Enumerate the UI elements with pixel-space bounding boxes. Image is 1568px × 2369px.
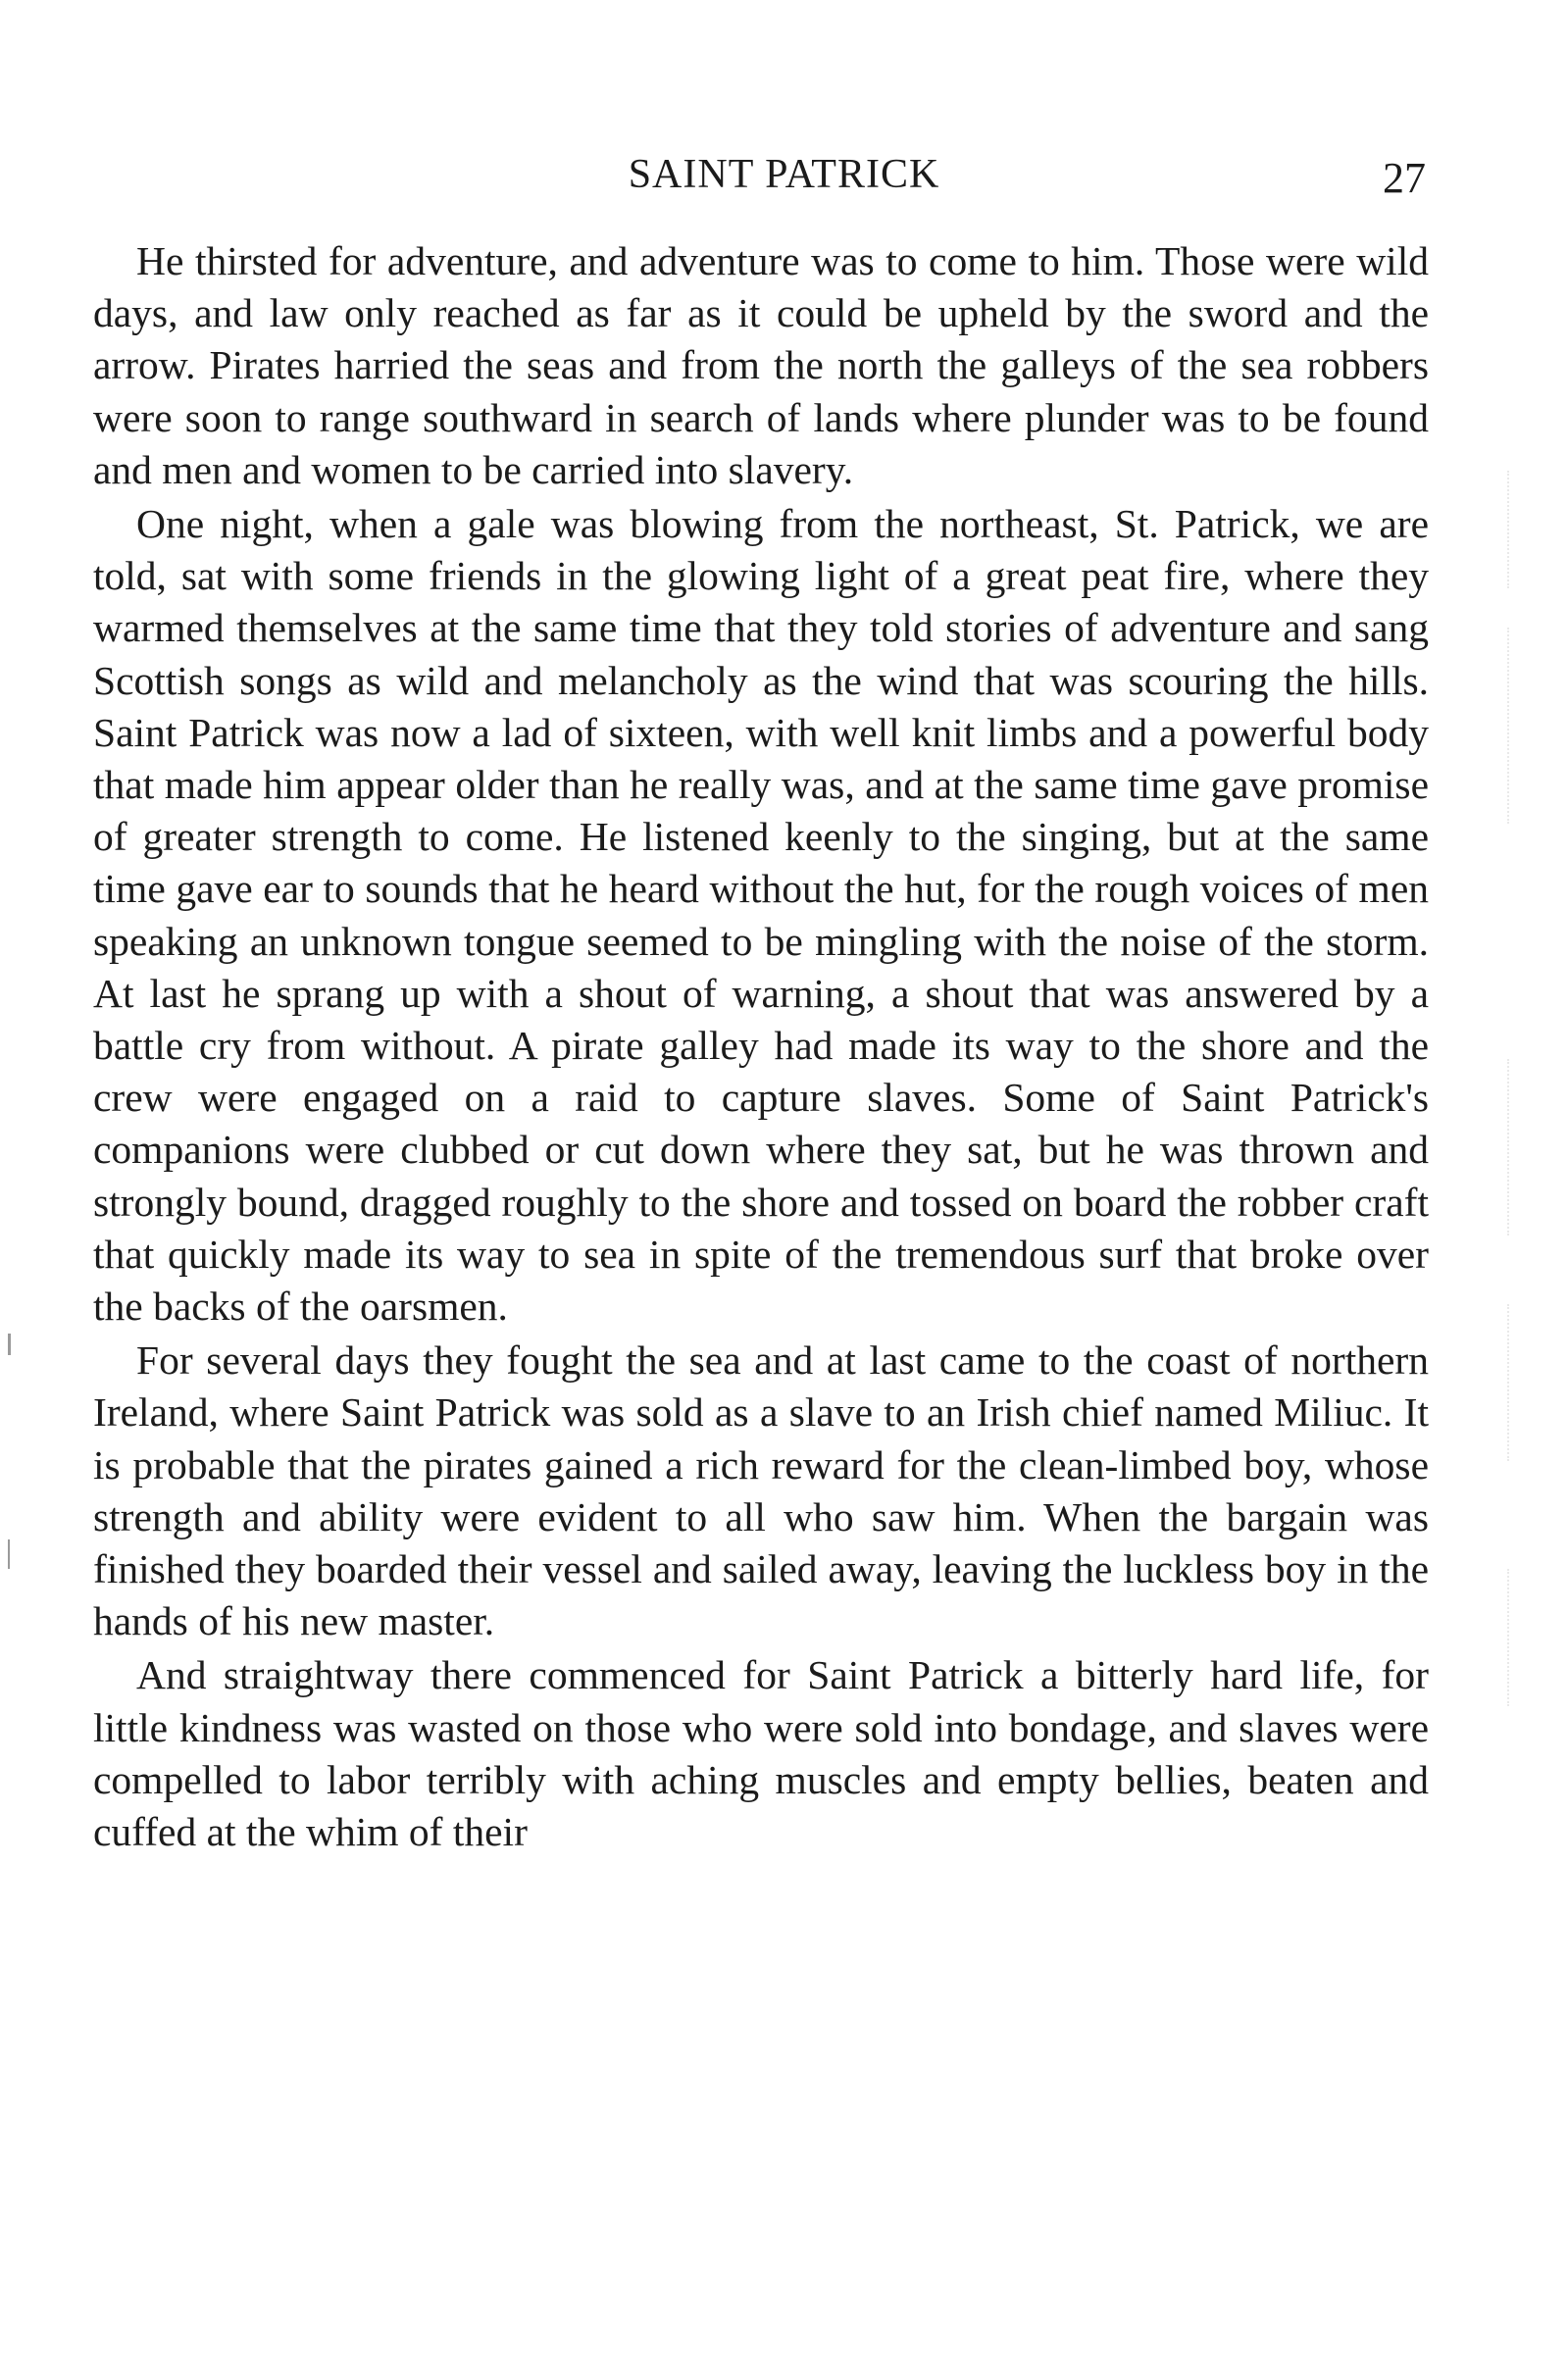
bleed-through-mark (1507, 628, 1548, 824)
bleed-through-mark (1507, 1569, 1548, 1706)
bleed-through-mark (1507, 1304, 1548, 1461)
paragraph-2: One night, when a gale was blowing from the northeast, St. Patrick, we are told, sat with some friends in the glowing light of a great peat fire, where they warmed themselves at the same time that they told stories of adventure and sang Scottish songs as wild and melancholy as the wind that was scouring the hills. Saint Patrick was now a lad of sixteen, with well knit limbs and a powerful body that made him appear older than he really was, and at the same time gave promise of greater strength to come. He listened keenly to the singing, but at the same time gave ear to sounds that he heard without the hut, for the rough voices of men speaking an unknown tongue seemed to be mingling with the noise of the storm. At last he sprang up with a shout of warning, a shout that was answered by a battle cry from without. A pirate galley had made its way to the shore and the crew were engaged on a raid to capture slaves. Some of Saint Patrick's companions were clubbed or cut down where they sat, but he was thrown and strongly bound, dragged roughly to the shore and tossed on board the robber craft that quickly made its way to sea in spite of the tremendous surf that broke over the backs of the oarsmen. (93, 501, 1429, 1330)
bleed-through-mark (1507, 471, 1548, 588)
paragraph-4: And straightway there commenced for Saint Patrick a bitterly hard life, for little kindness was wasted on those who were sold into bondage, and slaves were compelled to labor terribly with aching muscles and empty bellies, beaten and cuffed at the whim of their (93, 1652, 1429, 1855)
gutter-mark (8, 1539, 10, 1569)
gutter-mark (8, 1334, 11, 1355)
paragraph-1: He thirsted for adventure, and adventure was to come to him. Those were wild days, and law only reached as far as it could be upheld by the sword and the arrow. Pirates harried the seas and from the north the galleys of the sea robbers were soon to range southward in search of lands where plunder was to be found and men and women to be carried into slavery. (93, 238, 1429, 492)
running-title: SAINT PATRICK (628, 152, 940, 197)
body-text (93, 235, 1429, 1858)
bleed-through-mark (1507, 1059, 1548, 1235)
page-number: 27 (1383, 154, 1426, 202)
running-head (0, 145, 1568, 204)
paragraph-3: For several days they fought the sea and at last came to the coast of northern Ireland, where Saint Patrick was sold as a slave to an Irish chief named Miliuc. It is probable that the pirates gained a rich reward for the clean-limbed boy, whose strength and ability were evident to all who saw him. When the bargain was finished they boarded their vessel and sailed away, leaving the luckless boy in the hands of his new master. (93, 1337, 1429, 1644)
